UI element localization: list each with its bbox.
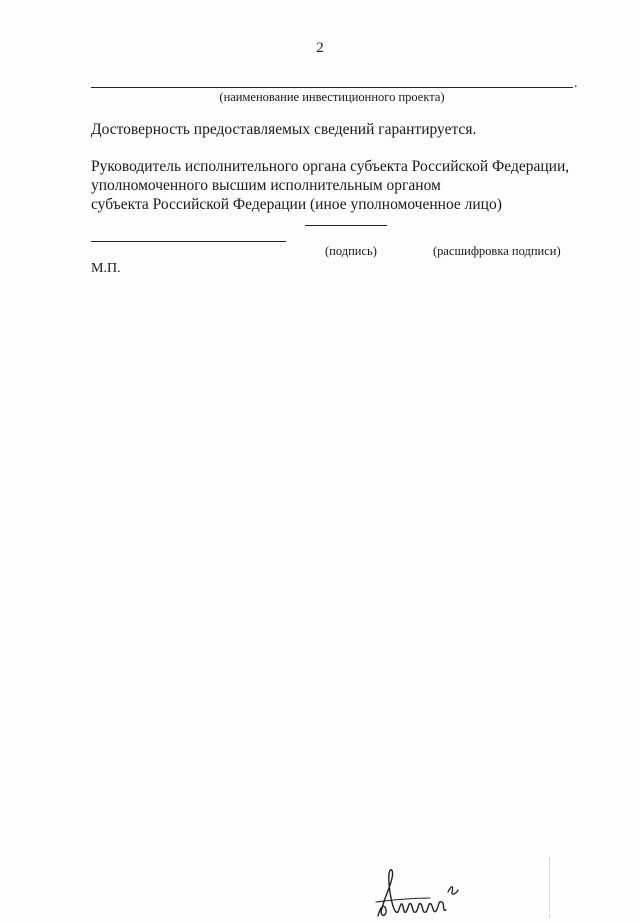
signature-field-line [305, 225, 387, 226]
scan-edge-mark [549, 858, 553, 918]
page-number: 2 [316, 40, 324, 56]
project-name-line [91, 87, 573, 88]
guarantee-statement: Достоверность предоставляемых сведений гарантируется. [91, 121, 477, 138]
signatory-title [91, 157, 569, 214]
signatory-title-line: субъекта Российской Федерации (иное уполномоченное лицо) [91, 196, 502, 213]
project-line-mark: . [574, 76, 578, 91]
signatory-title-line: уполномоченного высшим исполнительным органом [91, 177, 441, 194]
signature-caption: (подпись) [325, 244, 377, 258]
stamp-place-label: М.П. [91, 261, 121, 276]
project-name-caption: (наименование инвестиционного проекта) [219, 90, 445, 104]
position-field-line [91, 241, 286, 242]
signature-decode-caption: (расшифровка подписи) [433, 244, 561, 258]
handwritten-initials-icon [372, 858, 462, 920]
signatory-title-line: Руководитель исполнительного органа субъекта Российской Федерации, [91, 158, 570, 175]
